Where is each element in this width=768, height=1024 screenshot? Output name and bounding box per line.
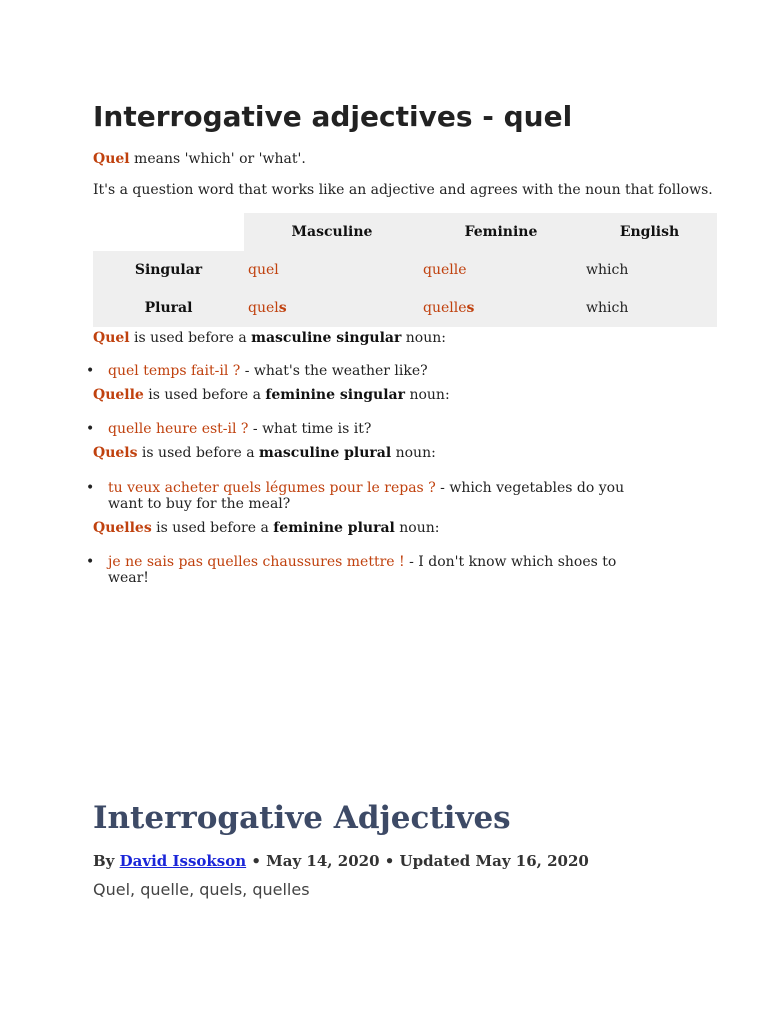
example-french: je ne sais pas quelles chaussures mettre ! (108, 554, 405, 570)
page-title: Interrogative adjectives - quel (93, 100, 573, 133)
intro-word: Quel (93, 151, 130, 167)
table-corner (93, 213, 244, 251)
rule-quelle: Quelle is used before a feminine singular noun: (93, 387, 450, 403)
example-english: - which vegetables do you want to buy for the meal? (108, 480, 625, 512)
intro-description: It's a question word that works like an adjective and agrees with the noun that follows. (93, 182, 713, 198)
list-item (93, 363, 653, 379)
header-feminine: Feminine (420, 213, 582, 251)
example-english: - what's the weather like? (240, 363, 428, 379)
table-header-row (93, 213, 717, 251)
example-list (93, 421, 653, 437)
cell-masc-singular: quel (244, 251, 420, 289)
example-french: tu veux acheter quels légumes pour le repas ? (108, 480, 436, 496)
example-english: - I don't know which shoes to wear! (108, 554, 617, 586)
example-english: - what time is it? (248, 421, 372, 437)
article-lead: Quel, quelle, quels, quelles (93, 880, 310, 899)
example-french: quelle heure est-il ? (108, 421, 249, 437)
cell-fem-plural: quelles (420, 289, 582, 327)
example-list (93, 554, 653, 586)
byline: By David Issokson • May 14, 2020 • Updated May 16, 2020 (93, 852, 589, 870)
cell-english-singular: which (582, 251, 717, 289)
intro-line (93, 151, 306, 167)
list-item (93, 554, 653, 586)
table-row (93, 251, 717, 289)
row-label-plural: Plural (93, 289, 244, 327)
byline-dates: • May 14, 2020 • Updated May 16, 2020 (246, 852, 589, 870)
rule-quel: Quel is used before a masculine singular noun: (93, 330, 446, 346)
list-item (93, 480, 653, 512)
cell-english-plural: which (582, 289, 717, 327)
example-list (93, 363, 653, 379)
article-heading: Interrogative Adjectives (93, 800, 511, 836)
author-link[interactable]: David Issokson (119, 852, 247, 870)
header-english: English (582, 213, 717, 251)
table-row (93, 289, 717, 327)
row-label-singular: Singular (93, 251, 244, 289)
rule-quels: Quels is used before a masculine plural noun: (93, 445, 436, 461)
header-masculine: Masculine (244, 213, 420, 251)
list-item (93, 421, 653, 437)
cell-masc-plural: quels (244, 289, 420, 327)
intro-meaning: means 'which' or 'what'. (129, 151, 306, 167)
example-french: quel temps fait-il ? (108, 363, 241, 379)
cell-fem-singular: quelle (420, 251, 582, 289)
conjugation-table (93, 213, 717, 327)
example-list (93, 480, 653, 512)
rule-quelles: Quelles is used before a feminine plural noun: (93, 520, 440, 536)
